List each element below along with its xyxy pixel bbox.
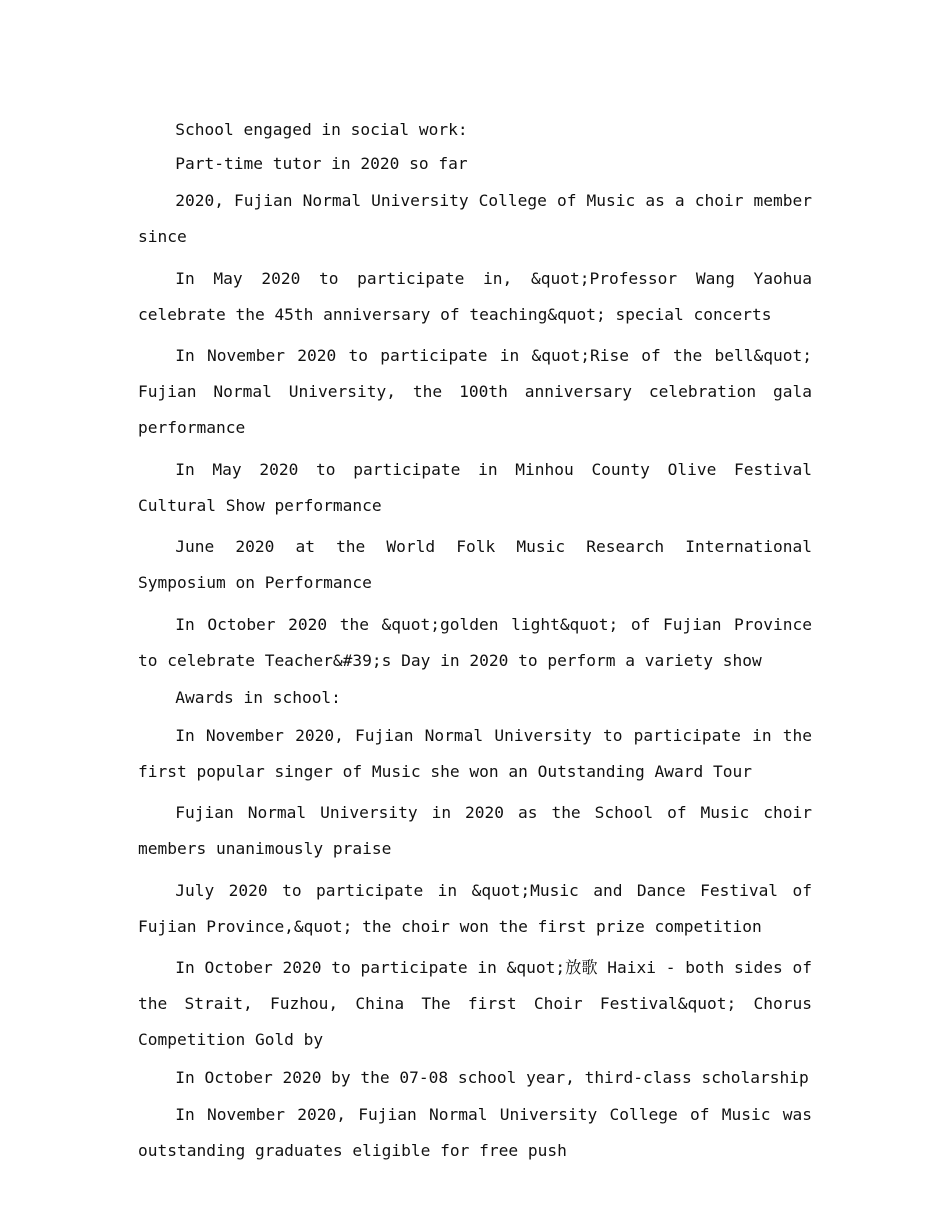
paragraph-choir-festival-gold: In October 2020 to participate in &quot;放歌 Haixi - both sides of the Strait, Fuzhou, China The first Choir Festival&quot; Chorus Competition Gold by <box>138 958 812 1049</box>
paragraph-choir-praise: Fujian Normal University in 2020 as the School of Music choir members unanimously praise <box>138 803 812 858</box>
paragraph-scholarship: In October 2020 by the 07-08 school year, third-class scholarship <box>175 1067 809 1087</box>
paragraph-professor-concert: In May 2020 to participate in, &quot;Professor Wang Yaohua celebrate the 45th anniversary of teaching&quot; special concerts <box>138 268 812 324</box>
paragraph-anniversary-gala: In November 2020 to participate in &quot;Rise of the bell&quot; Fujian Normal University, the 100th anniversary celebration gala performance <box>138 346 812 437</box>
paragraph-folk-music-symposium: June 2020 at the World Folk Music Research International Symposium on Performance <box>138 537 812 592</box>
document-page <box>138 116 812 1175</box>
paragraph-part-time-tutor: Part-time tutor in 2020 so far <box>175 153 468 173</box>
paragraph-olive-festival: In May 2020 to participate in Minhou County Olive Festival Cultural Show performance <box>138 459 812 515</box>
paragraph-outstanding-graduates: In November 2020, Fujian Normal University College of Music was outstanding graduates eligible for free push <box>138 1105 812 1160</box>
paragraph-social-work-heading: School engaged in social work: <box>175 120 468 139</box>
paragraph-popular-singer-award: In November 2020, Fujian Normal University to participate in the first popular singer of Music she won an Outstanding Award Tour <box>138 725 812 781</box>
paragraph-choir-member: 2020, Fujian Normal University College of Music as a choir member since <box>138 191 812 246</box>
paragraph-teachers-day-show: In October 2020 the &quot;golden light&quot; of Fujian Province to celebrate Teacher&#39;s Day in 2020 to perform a variety show <box>138 614 812 670</box>
paragraph-music-dance-festival: July 2020 to participate in &quot;Music and Dance Festival of Fujian Province,&quot; the choir won the first prize competition <box>138 880 812 936</box>
paragraph-awards-heading: Awards in school: <box>175 688 341 707</box>
